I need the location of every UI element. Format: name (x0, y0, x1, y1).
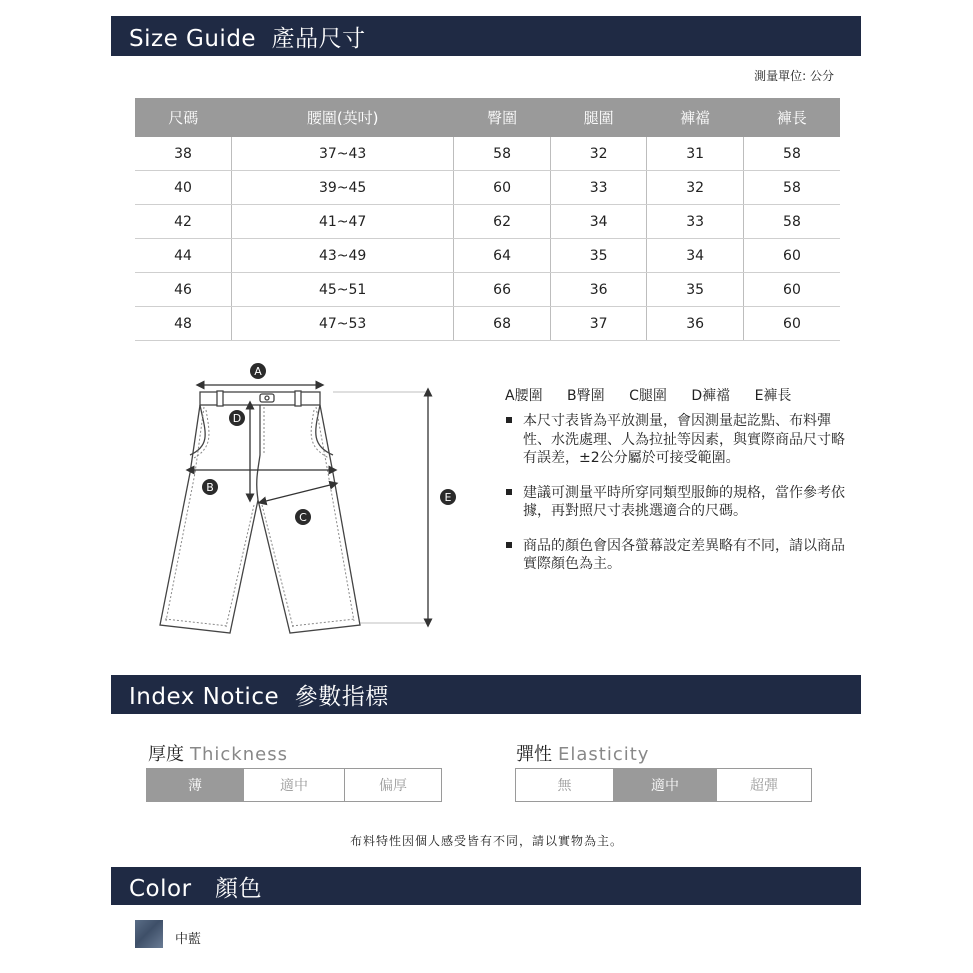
table-cell: 46 (135, 273, 232, 307)
measurement-legend (505, 385, 811, 405)
thickness-scale (146, 768, 442, 802)
marker-c (295, 509, 311, 525)
index-notice-banner (111, 675, 861, 714)
size-notes (505, 412, 845, 590)
size-guide-banner (111, 16, 861, 56)
table-row (135, 307, 840, 341)
color-title: Color 顏色 (129, 875, 262, 902)
table-cell: 31 (647, 137, 744, 171)
index-notice-title: Index Notice 參數指標 (129, 684, 389, 710)
table-cell: 43~49 (232, 239, 454, 273)
marker-e (440, 489, 456, 505)
table-cell: 68 (454, 307, 551, 341)
marker-b (202, 479, 218, 495)
table-cell: 44 (135, 239, 232, 273)
elasticity-label-en: Elasticity (558, 744, 650, 765)
marker-label-a: A (254, 365, 262, 378)
table-row (135, 239, 840, 273)
table-cell: 35 (550, 239, 647, 273)
header-cell: 腿圍 (550, 98, 647, 137)
color-banner (111, 867, 861, 905)
thickness-option-thin: 薄 (147, 769, 243, 801)
table-cell: 60 (743, 239, 840, 273)
thickness-option-medium: 適中 (243, 769, 344, 801)
marker-label-d: D (232, 412, 242, 425)
table-cell: 66 (454, 273, 551, 307)
table-cell: 58 (743, 205, 840, 239)
table-cell: 58 (454, 137, 551, 171)
table-cell: 48 (135, 307, 232, 341)
table-cell: 58 (743, 137, 840, 171)
table-row (135, 273, 840, 307)
table-cell: 35 (647, 273, 744, 307)
pants-outline (160, 391, 360, 633)
legend-item: B臀圍 (567, 388, 605, 404)
table-cell: 40 (135, 171, 232, 205)
table-cell: 36 (647, 307, 744, 341)
thickness-title (148, 740, 288, 766)
marker-label-b: B (206, 481, 214, 494)
header-cell: 臀圍 (454, 98, 551, 137)
table-cell: 58 (743, 171, 840, 205)
note-item: 本尺寸表皆為平放測量，會因測量起訖點、布料彈性、水洗處理、人為拉扯等因素，與實際商品尺寸略有誤差，±2公分屬於可接受範圍。 (505, 412, 845, 468)
table-cell: 34 (647, 239, 744, 273)
size-guide-title: Size Guide 產品尺寸 (129, 25, 366, 52)
table-row (135, 171, 840, 205)
table-cell: 60 (454, 171, 551, 205)
elasticity-option-super: 超彈 (716, 769, 811, 801)
table-cell: 36 (550, 273, 647, 307)
size-table (135, 98, 840, 341)
table-cell: 37~43 (232, 137, 454, 171)
thickness-option-thick: 偏厚 (344, 769, 441, 801)
table-cell: 39~45 (232, 171, 454, 205)
marker-label-e: E (444, 491, 452, 504)
table-cell: 60 (743, 273, 840, 307)
measurement-arrows (190, 385, 428, 623)
legend-item: E褲長 (754, 388, 792, 404)
marker-label-c: C (299, 511, 307, 524)
elasticity-title (516, 740, 649, 766)
elasticity-scale (515, 768, 812, 802)
table-row (135, 137, 840, 171)
table-cell: 32 (647, 171, 744, 205)
table-cell: 42 (135, 205, 232, 239)
elasticity-option-medium: 適中 (613, 769, 716, 801)
elasticity-option-none: 無 (557, 778, 572, 794)
table-cell: 33 (647, 205, 744, 239)
table-cell: 45~51 (232, 273, 454, 307)
table-cell: 38 (135, 137, 232, 171)
table-cell: 64 (454, 239, 551, 273)
header-cell: 尺碼 (135, 98, 232, 137)
marker-a (250, 363, 266, 379)
table-cell: 33 (550, 171, 647, 205)
table-cell: 60 (743, 307, 840, 341)
table-cell: 62 (454, 205, 551, 239)
color-swatch (135, 920, 163, 948)
unit-note: 測量單位: 公分 (754, 69, 834, 83)
note-item: 商品的顏色會因各螢幕設定差異略有不同，請以商品實際顏色為主。 (505, 537, 845, 574)
pants-diagram (150, 355, 470, 645)
note-item: 建議可測量平時所穿同類型服飾的規格，當作參考依據，再對照尺寸表挑選適合的尺碼。 (505, 484, 845, 521)
table-row (135, 205, 840, 239)
header-cell: 褲襠 (647, 98, 744, 137)
table-cell: 47~53 (232, 307, 454, 341)
table-cell: 34 (550, 205, 647, 239)
size-table-header (135, 98, 840, 137)
fabric-note: 布料特性因個人感受皆有不同，請以實物為主。 (349, 834, 623, 848)
table-cell: 37 (550, 307, 647, 341)
legend-item: C腿圍 (629, 388, 667, 404)
marker-d (229, 410, 245, 426)
table-cell: 41~47 (232, 205, 454, 239)
color-name: 中藍 (175, 932, 202, 947)
elasticity-label: 彈性 (516, 744, 552, 765)
legend-item: D褲襠 (691, 388, 731, 404)
header-cell: 腰圍(英吋) (232, 98, 454, 137)
thickness-label: 厚度 (148, 744, 184, 765)
table-cell: 32 (550, 137, 647, 171)
header-cell: 褲長 (743, 98, 840, 137)
thickness-label-en: Thickness (190, 744, 288, 765)
legend-item: A腰圍 (505, 388, 543, 404)
